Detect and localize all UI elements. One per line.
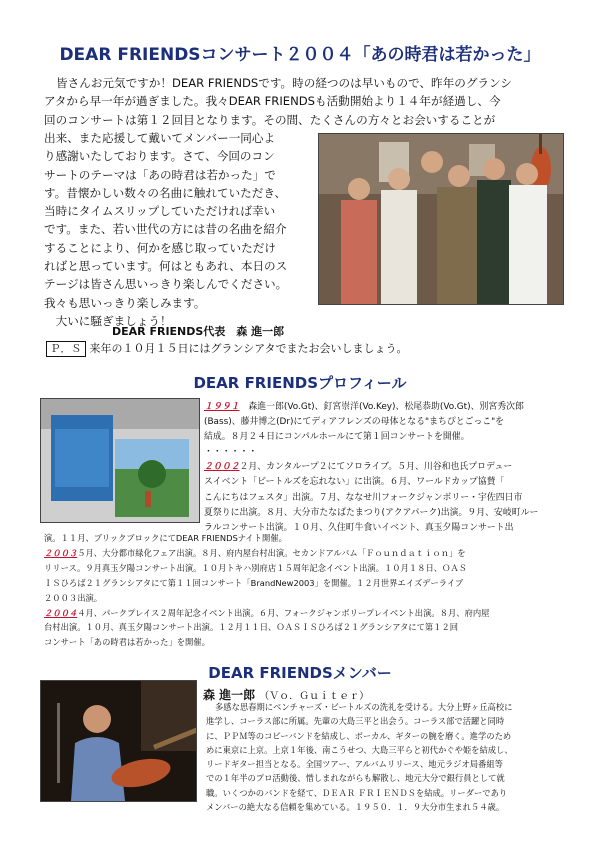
profile-item: [44, 635, 489, 650]
band-photo: [318, 133, 564, 305]
profile-item: [204, 445, 538, 460]
profile-text: (Bass)、藤井博之(Dr)にてディアフレンズの母体となる"まちぴとごっこ"を: [204, 417, 505, 428]
profile-text: ２月、カンタループ２にてソロライブ。５月、川谷和也氏プロデュー: [239, 462, 513, 473]
intro-line: り感謝いたしております。さて、今回のコン: [44, 149, 275, 164]
year-label: ２００４: [44, 607, 78, 618]
year-label: ２００３: [44, 547, 78, 558]
profile-item: [204, 430, 538, 445]
intro-line: 皆さんお元気ですか！DEAR FRIENDSです。時の経つのは早いもので、昨年のグランシ: [56, 76, 512, 90]
profile-text: ＩＳひろば２１グランシアタにて第１１回コンサート「BrandNew2003」を開催。１２月世界エイズデーライブ: [44, 577, 464, 588]
bio-line: 職。いくつかのバンドを経て、ＤＥＡＲ ＦＲＩＥＮＤＳを結成。リーダーであり: [206, 787, 508, 798]
profile-text: スイベント「ビートルズを忘れない」に出演。６月、ワールドカップ協賛「: [204, 477, 505, 488]
intro-line: す。昔懐かしい数々の名曲に触れていただき、: [44, 185, 287, 200]
profile-text: ２００３出演。: [44, 592, 103, 603]
album-photo: [40, 398, 200, 523]
bio-line: めに東京に上京。上京１年後、南こうせつ、大島三平らと初代かぐや姫を結成し、: [206, 744, 513, 755]
bio-line: 多感な思春期にベンチャーズ・ビートルズの洗礼を受ける。大分上野ヶ丘高校に: [215, 702, 513, 712]
intro-line: 回のコンサートは第１２回目となります。その間、たくさんの方々とお会いすることが: [44, 112, 496, 127]
member-name: 森 進一郎: [203, 688, 256, 702]
profile-item: [204, 475, 538, 490]
intro-line: アタから早一年が過ぎました。我々DEAR FRIENDSも活動開始より１４年が経過し、今: [44, 94, 501, 109]
profile-item: [204, 400, 538, 415]
profile-item: [44, 576, 489, 591]
band-photo-image: [319, 134, 563, 304]
intro-line: 我々も思いっきり楽しみます。: [44, 295, 206, 310]
intro-text-narrow: [44, 129, 287, 330]
profile-text: ラルコンサート出演。１０月、久住町牛食いイベント、真玉夕陽コンサート出: [204, 522, 514, 533]
intro-line: 大いに騒ぎましょう！: [44, 313, 172, 328]
profile-item: [44, 546, 489, 561]
profile-item: [44, 620, 489, 635]
profile-item: [44, 561, 489, 576]
profile-text: 夏祭りに出演。８月、大分市たなばたまつり(アクアパーク)出演。９月、安岐町ルー: [204, 507, 539, 518]
profile-text: 森進一郎(Vo.Gt)、釘宮崇洋(Vo.Key)、松尾恭助(Vo.Gt)、別宮秀次郎: [248, 402, 524, 412]
profile-item: [44, 606, 489, 621]
profile-text: 台村出演。１０月、真玉夕陽コンサート出演。１２月１１日、ＯＡＳＩＳひろば２１グランシアタにて第１２回: [44, 622, 459, 633]
bio-line: メンバーの絶大なる信頼を集めている。１９５０．１．９大分市生まれ５４歳。: [206, 802, 505, 813]
intro-text: [44, 74, 512, 129]
profile-list-wide: [44, 531, 489, 650]
profile-text: こんにちはフェスタ」出演。７月、ななせ川フォークジャンボリー・宇佐四日市: [204, 492, 523, 503]
profile-text: 演。１１月、ブリックブロックにてDEAR FRIENDSナイト開催。: [44, 533, 287, 543]
bio-line: リードギター担当となる。全国ツアー、アルバムリリース、地元ラジオ局番組等: [206, 759, 503, 770]
intro-line: 当時にタイムスリップしていただければ幸い: [44, 204, 276, 219]
year-label: ２００２: [204, 462, 240, 473]
member-bio: [206, 700, 513, 814]
profile-text: リリース。９月真玉夕陽コンサート出演。１０月トキハ別府店１５周年記念イベント出演。１０月１８日、ＯＡＳ: [44, 562, 467, 573]
profile-list-narrow: [204, 400, 538, 536]
profile-item: [44, 531, 489, 546]
profile-heading: DEAR FRIENDSプロフィール: [193, 374, 407, 392]
signature: DEAR FRIENDS代表 森 進一郎: [112, 325, 285, 338]
profile-text: ・・・・・・: [204, 447, 258, 458]
year-label: １９９１: [204, 402, 240, 412]
page-title: DEAR FRIENDSコンサート２００４「あの時君は若かった」: [59, 45, 541, 65]
profile-item: [204, 415, 538, 430]
ps-label: Ｐ．Ｓ: [46, 341, 86, 357]
intro-line: ればと思っています。何はともあれ、本日のス: [44, 259, 288, 274]
profile-text: ５月、大分都市緑化フェア出演。８月、府内屋台村出演。セカンドアルバム「Ｆｏｕｎｄａｔｉｏｎ」を: [77, 547, 466, 558]
profile-text: 結成。８月２４日にコンパルホールにて第１回コンサートを開催。: [204, 432, 470, 443]
bio-line: に、ＰＰＭ等のコピーバンドを結成し、ボーカル、ギターの腕を磨く。進学のため: [206, 730, 512, 741]
profile-item: [204, 506, 538, 521]
bio-line: 進学し、コーラス部に所属。先輩の大島三平と出会う。コーラス部で活躍と同時: [206, 716, 505, 727]
postscript: [46, 340, 407, 357]
profile-item: [204, 460, 538, 475]
bio-line: での１年半のプロ活動後、惜しまれながらも解散し、地元大分で銀行員として就: [206, 773, 505, 784]
member-photo: [40, 680, 197, 802]
profile-item: [44, 591, 489, 606]
member-photo-image: [41, 681, 196, 801]
profile-text: コンサート「あの時君は若かった」を開催。: [44, 637, 210, 648]
ps-text: 来年の１０月１５日にはグランシアタでまたお会いしましょう。: [89, 342, 408, 355]
intro-line: サートのテーマは「あの時君は若かった」で: [44, 167, 276, 182]
intro-line: 出来、また応援して戴いてメンバー一同心よ: [44, 131, 276, 145]
album-photo-image: [41, 399, 199, 522]
members-heading: DEAR FRIENDSメンバー: [208, 664, 392, 682]
intro-line: テージは皆さん思いっきり楽しんでください。: [44, 277, 288, 292]
profile-item: [204, 491, 538, 506]
intro-line: することにより、何かを感じ取っていただけ: [44, 240, 276, 255]
profile-text: ４月、パークプレイス２周年記念イベント出演。６月、フォークジャンボリープレイベント出演。８月、府内屋: [77, 607, 490, 618]
member-role: （Ｖｏ．Ｇｕｉｔｅｒ）: [259, 691, 370, 702]
intro-line: です。また、若い世代の方には昔の名曲を紹介: [44, 222, 287, 237]
